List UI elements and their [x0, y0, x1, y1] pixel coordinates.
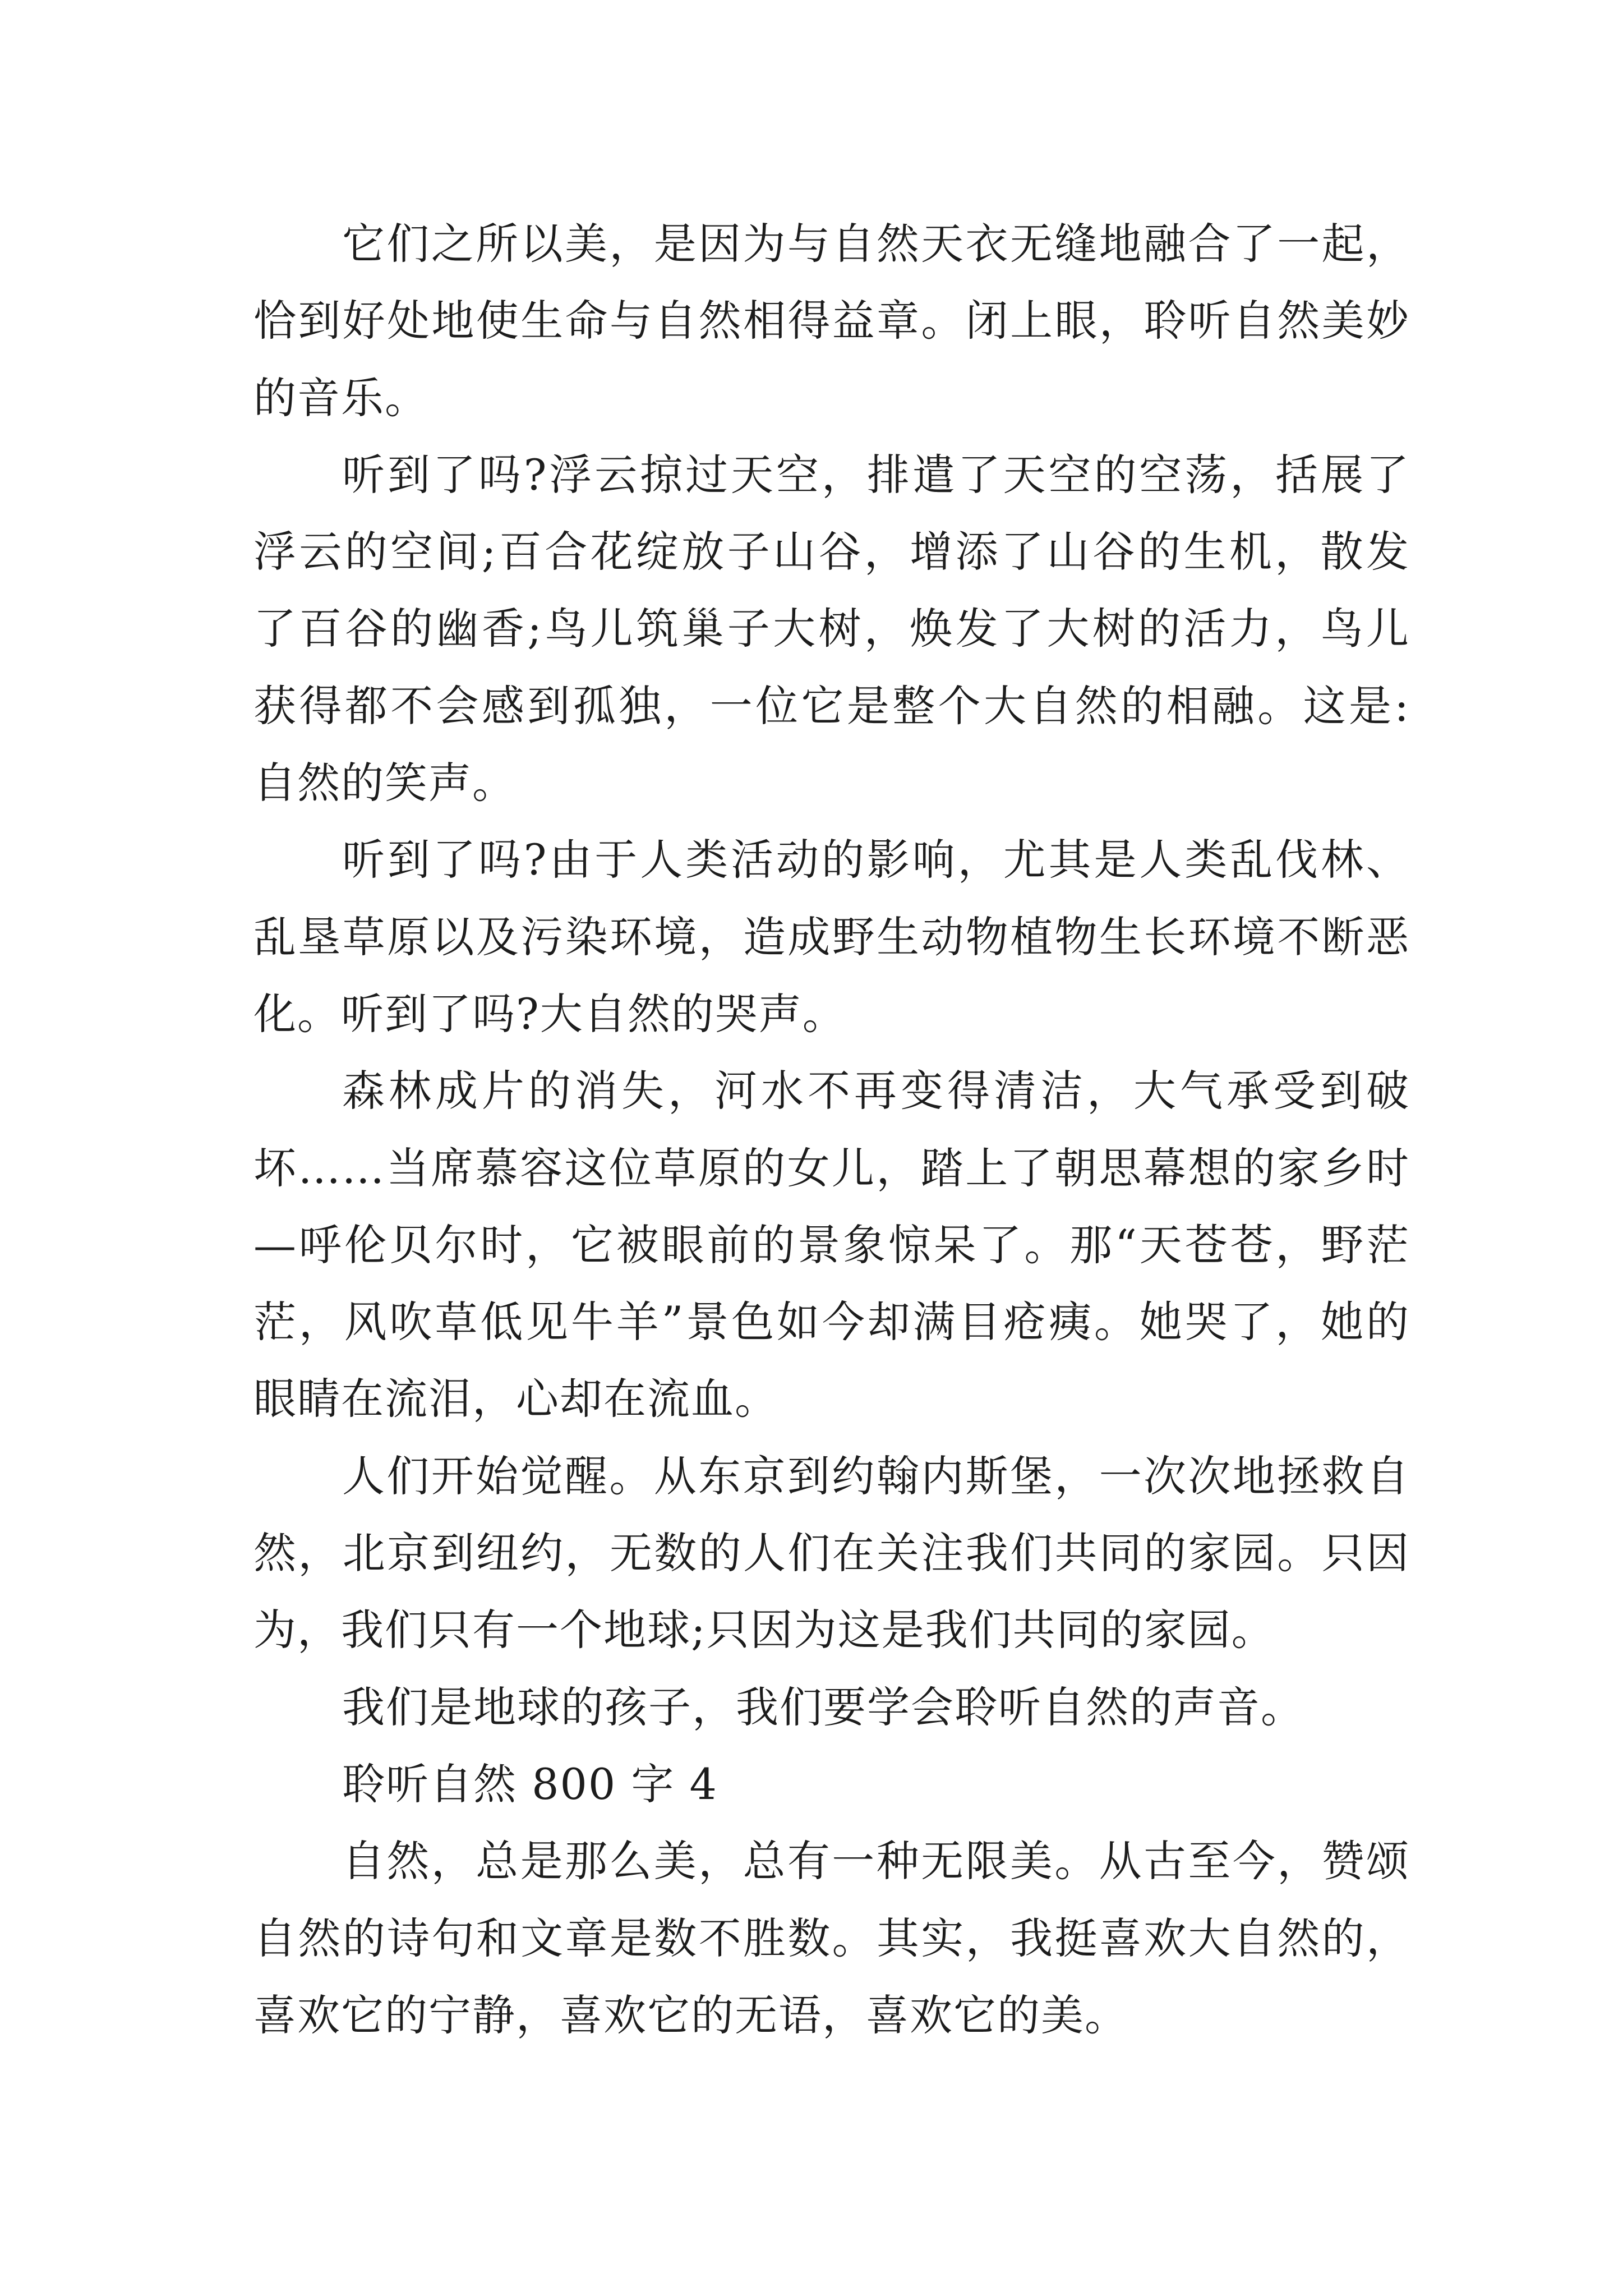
- paragraph-line: 眼睛在流泪，心却在流血。: [253, 1374, 778, 1424]
- paragraph: [253, 821, 1410, 1052]
- paragraph-line: 听到了吗?浮云掠过天空，排遣了天空的空荡，括展了: [342, 449, 1410, 500]
- paragraph: [253, 436, 1410, 821]
- paragraph: [253, 1669, 1410, 1746]
- paragraph-line: —呼伦贝尔时，它被眼前的景象惊呆了。那“天苍苍，野茫: [253, 1220, 1410, 1270]
- paragraph-line: 人们开始觉醒。从东京到约翰内斯堡，一次次地拯救自: [342, 1451, 1410, 1501]
- paragraph-line: 恰到好处地使生命与自然相得益章。闭上眼，聆听自然美妙: [253, 296, 1410, 346]
- paragraph-line: 茫，风吹草低见牛羊”景色如今却满目疮痍。她哭了，她的: [253, 1297, 1410, 1347]
- paragraph-line: 然，北京到纽约，无数的人们在关注我们共同的家园。只因: [253, 1528, 1410, 1579]
- paragraph-line: 获得都不会感到孤独，一位它是整个大自然的相融。这是:: [253, 680, 1410, 731]
- paragraph-line: 为，我们只有一个地球;只因为这是我们共同的家园。: [253, 1605, 1275, 1655]
- section-heading: 聆听自然 800 字 4: [342, 1759, 718, 1809]
- paragraph-line: 它们之所以美，是因为与自然天衣无缝地融合了一起，: [342, 219, 1410, 269]
- paragraph-line: 听到了吗?由于人类活动的影响，尤其是人类乱伐林、: [342, 835, 1410, 885]
- paragraph-line: 我们是地球的孩子，我们要学会聆听自然的声音。: [342, 1682, 1304, 1732]
- paragraph: [253, 1052, 1410, 1437]
- paragraph-line: 自然的诗句和文章是数不胜数。其实，我挺喜欢大自然的，: [253, 1913, 1410, 1963]
- paragraph-line: 坏……当席慕容这位草原的女儿，踏上了朝思幕想的家乡时: [253, 1143, 1410, 1193]
- paragraph: [253, 1438, 1410, 1669]
- paragraph-line: 浮云的空间;百合花绽放子山谷，增添了山谷的生机，散发: [253, 527, 1410, 577]
- paragraph-line: 自然，总是那么美，总有一种无限美。从古至今，赞颂: [342, 1836, 1410, 1887]
- paragraph-line: 的音乐。: [253, 372, 428, 423]
- paragraph-line: 喜欢它的宁静，喜欢它的无语，喜欢它的美。: [253, 1990, 1128, 2040]
- paragraph-line: 化。听到了吗?大自然的哭声。: [253, 988, 846, 1039]
- paragraph-line: 了百谷的幽香;鸟儿筑巢子大树，焕发了大树的活力，鸟儿: [253, 604, 1410, 654]
- paragraph-line: 森林成片的消失，河水不再变得清洁，大气承受到破: [342, 1066, 1410, 1116]
- paragraph-line: 乱垦草原以及污染环境，造成野生动物植物生长环境不断恶: [253, 912, 1410, 962]
- document-body: [253, 205, 1410, 2054]
- paragraph: [253, 1823, 1410, 2054]
- paragraph-line: 自然的笑声。: [253, 758, 516, 808]
- paragraph: [253, 205, 1410, 436]
